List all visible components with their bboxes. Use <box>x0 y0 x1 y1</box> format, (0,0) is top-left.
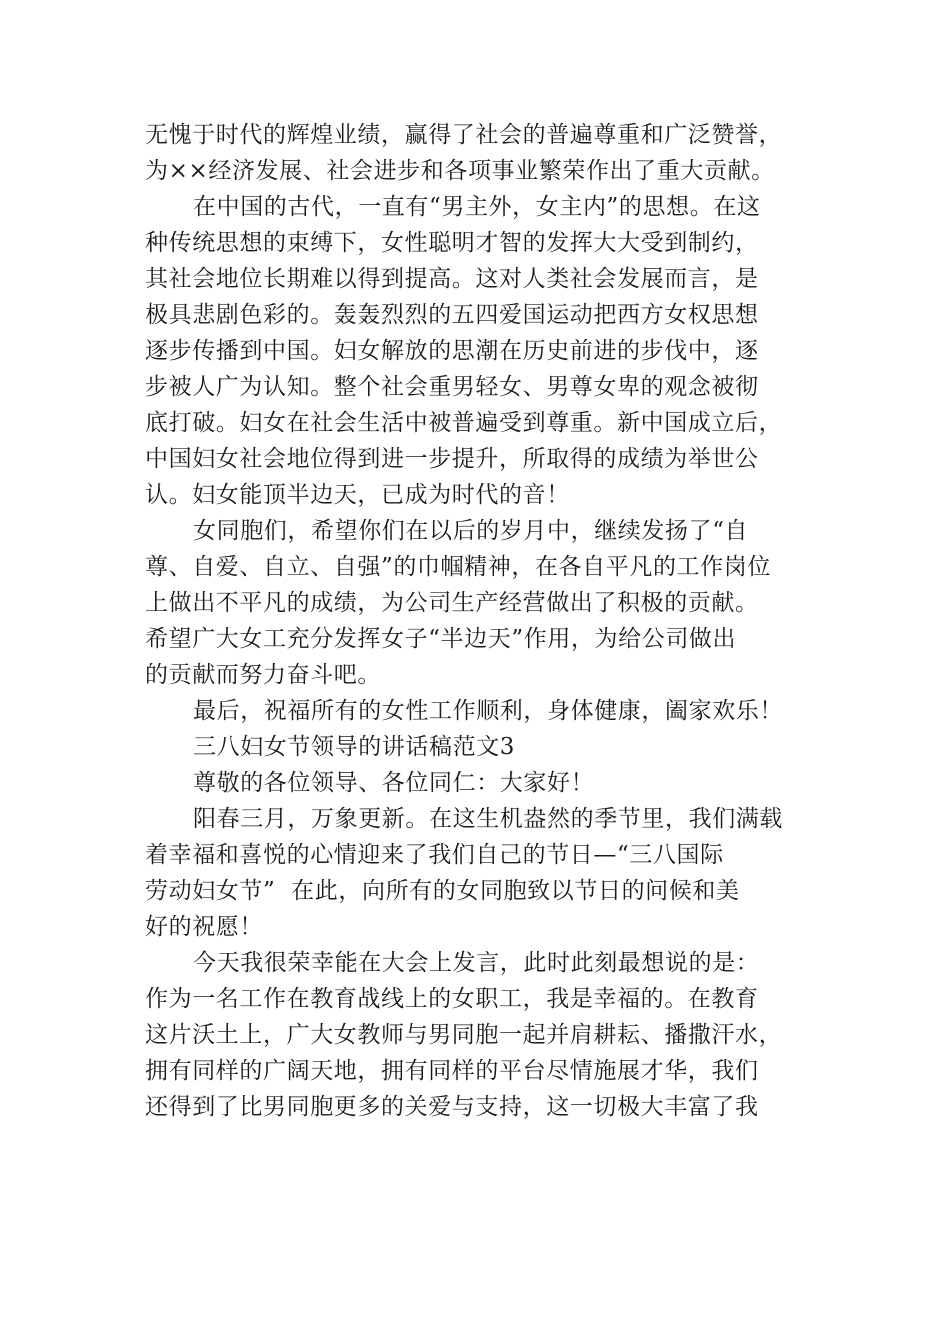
text-line: 认。妇女能顶半边天，已成为时代的音！ <box>145 482 570 508</box>
text-line: 极具悲剧色彩的。轰轰烈烈的五四爱国运动把西方女权思想 <box>145 302 759 328</box>
text-line: 上做出不平凡的成绩，为公司生产经营做出了积极的贡献。 <box>145 590 759 616</box>
text-line: 作为一名工作在教育战线上的女职工，我是幸福的。在教育 <box>145 986 759 1012</box>
text-line: 步被人广为认知。整个社会重男轻女、男尊女卑的观念被彻 <box>145 374 759 400</box>
text-line: 中国妇女社会地位得到进一步提升，所取得的成绩为举世公 <box>145 446 759 472</box>
text-line: 种传统思想的束缚下，女性聪明才智的发挥大大受到制约， <box>145 230 759 256</box>
text-line: 希望广大女工充分发挥女子“半边天”作用，为给公司做出 <box>145 626 737 652</box>
section-heading: 三八妇女节领导的讲话稿范文3 <box>193 734 516 760</box>
text-line: 还得到了比男同胞更多的关爱与支持，这一切极大丰富了我 <box>145 1094 759 1120</box>
text-line: 好的祝愿！ <box>145 914 263 940</box>
text-line: 尊敬的各位领导、各位同仁：大家好！ <box>193 770 595 796</box>
document-body <box>145 117 810 1125</box>
text-line: 劳动妇女节” 在此，向所有的女同胞致以节日的问候和美 <box>145 878 740 904</box>
text-line: 无愧于时代的辉煌业绩，赢得了社会的普遍尊重和广泛赞誉， <box>145 122 783 148</box>
text-line: 最后，祝福所有的女性工作顺利，身体健康，阖家欢乐！ <box>193 698 783 724</box>
text-line: 的贡献而努力奋斗吧。 <box>145 662 381 688</box>
text-line: 女同胞们，希望你们在以后的岁月中，继续发扬了“自 <box>193 518 749 544</box>
text-line: 今天我很荣幸能在大会上发言，此时此刻最想说的是： <box>193 950 760 976</box>
text-line: 在中国的古代，一直有“男主外，女主内”的思想。在这 <box>193 194 761 220</box>
text-line: 底打破。妇女在社会生活中被普遍受到尊重。新中国成立后， <box>145 410 783 436</box>
text-line: 阳春三月，万象更新。在这生机盎然的季节里，我们满载 <box>193 806 783 832</box>
text-line: 这片沃土上，广大女教师与男同胞一起并肩耕耘、播撒汗水， <box>145 1022 783 1048</box>
text-line: 拥有同样的广阔天地，拥有同样的平台尽情施展才华，我们 <box>145 1058 759 1084</box>
text-line: 逐步传播到中国。妇女解放的思潮在历史前进的步伐中，逐 <box>145 338 759 364</box>
text-line: 其社会地位长期难以得到提高。这对人类社会发展而言，是 <box>145 266 759 292</box>
text-line: 尊、自爱、自立、自强”的巾帼精神，在各自平凡的工作岗位 <box>145 554 771 580</box>
text-line: 为××经济发展、社会进步和各项事业繁荣作出了重大贡献。 <box>145 158 775 184</box>
text-line: 着幸福和喜悦的心情迎来了我们自己的节日—“三八国际 <box>145 842 724 868</box>
